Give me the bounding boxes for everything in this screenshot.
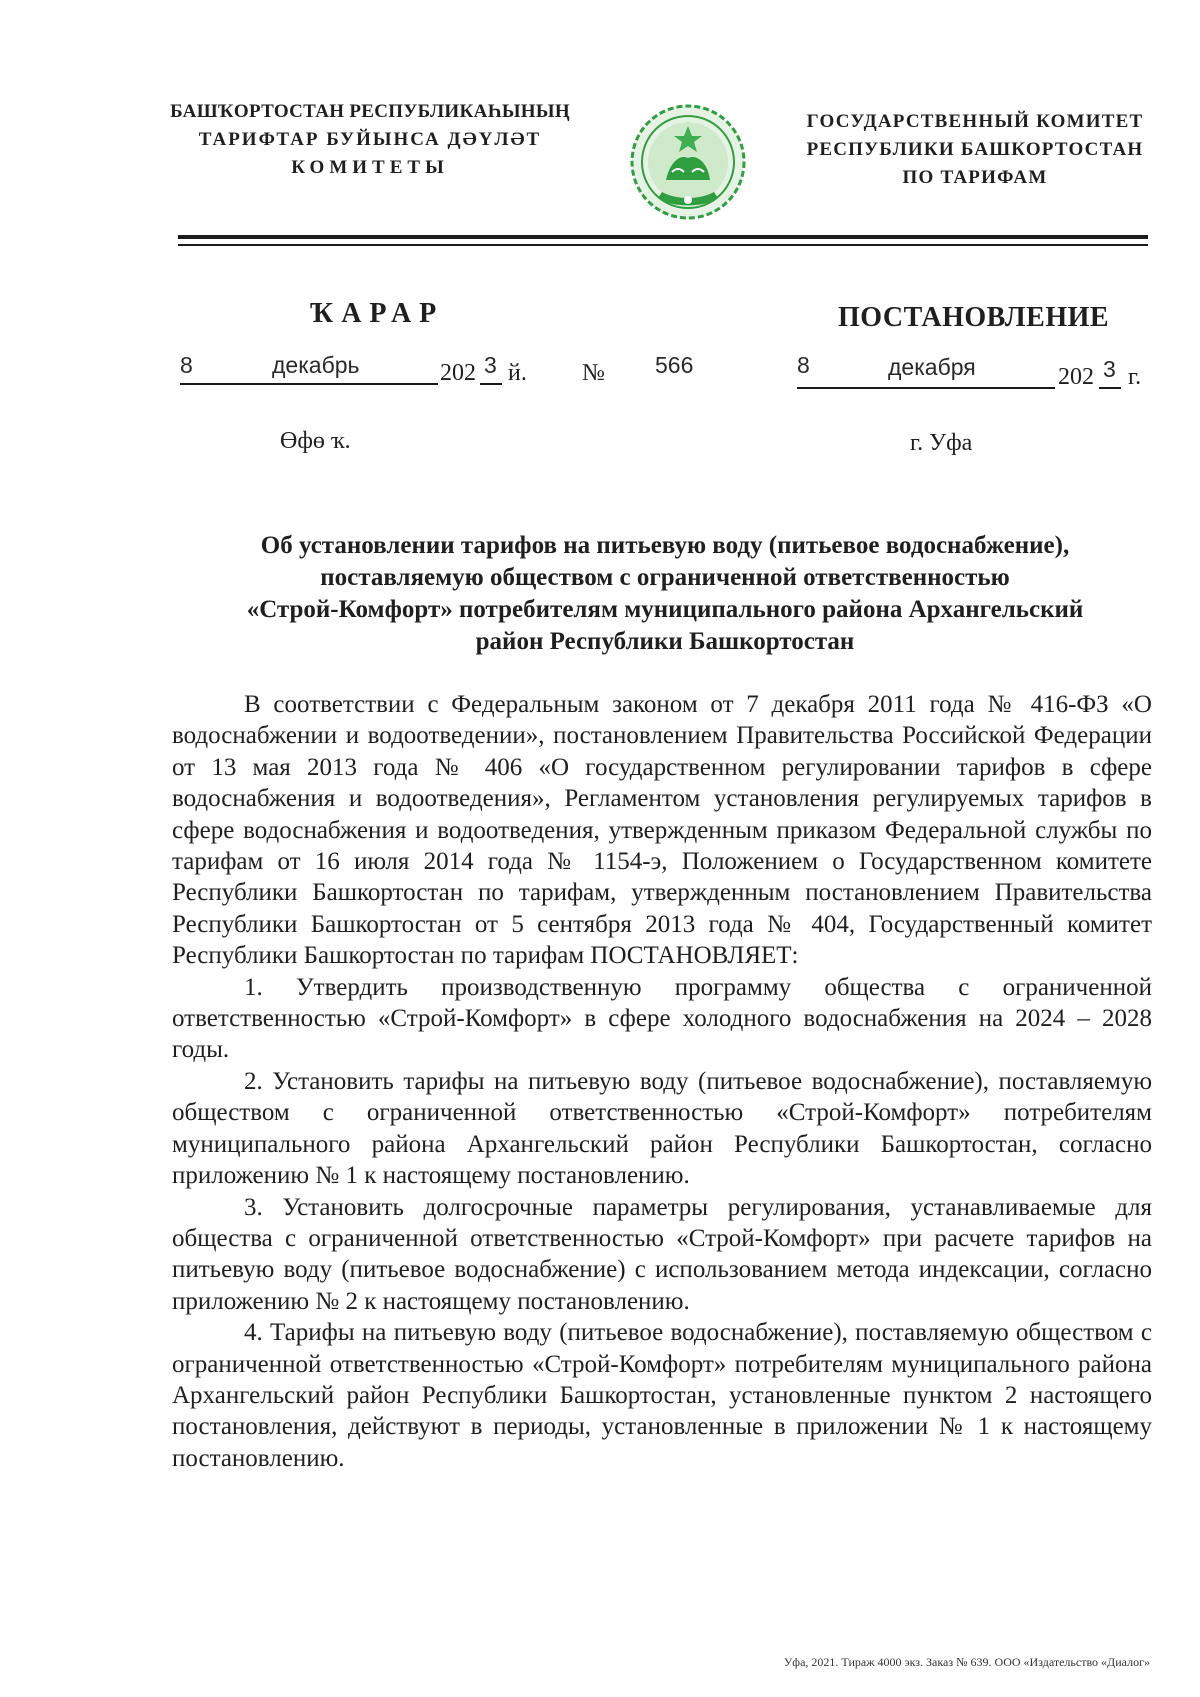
document-title: [170, 530, 1160, 658]
document-title-line3: «Строй-Комфорт» потребителям муниципального района Архангельский: [246, 596, 1084, 623]
date-russian-year-prefix: 202: [1058, 364, 1094, 390]
date-russian-year-digit: 3: [1103, 356, 1116, 382]
date-russian-day: 8: [797, 352, 810, 378]
date-bashkir-month: декабрь: [272, 352, 360, 378]
header-divider-thin: [178, 244, 1148, 246]
print-imprint: Уфа, 2021. Тираж 4000 экз. Заказ № 639. ООО «Издательство «Диалог»: [783, 1655, 1150, 1669]
header-bashkir-line2: ТАРИФТАР БУЙЫНСА ДӘҮЛӘТ: [198, 129, 542, 150]
document-title-line1: Об установлении тарифов на питьевую воду (питьевое водоснабжение),: [260, 532, 1070, 559]
header-russian-line2: РЕСПУБЛИКИ БАШКОРТОСТАН: [806, 139, 1144, 160]
paragraph-1: 1. Утвердить производственную программу общества с ограниченной ответственностью «Строй-Комфорт» в сфере холодного водоснабжения на 2024 – 2028 годы.: [172, 973, 1152, 1064]
document-title-line2: поставляемую обществом с ограниченной ответственностью: [320, 564, 1010, 591]
paragraph-2: 2. Установить тарифы на питьевую воду (питьевое водоснабжение), поставляемую обществом с ограниченной ответственностью «Строй-Комфорт» потребителям муниципального района Архангельский район Республики Башкортостан, согласно приложению № 1 к настоящему постановлению.: [172, 1067, 1152, 1190]
date-russian-month: декабря: [888, 354, 976, 380]
date-bashkir-underline: [180, 383, 438, 385]
date-russian-suffix: г.: [1128, 364, 1142, 390]
document-title-line4: район Республики Башкортостан: [475, 628, 855, 655]
date-bashkir-suffix: й.: [508, 360, 527, 386]
paragraph-3: 3. Установить долгосрочные параметры регулирования, устанавливаемые для общества с ограниченной ответственностью «Строй-Комфорт» при расчете тарифов на питьевую воду (питьевое водоснабжение) с использованием метода индексации, согласно приложению № 2 к настоящему постановлению.: [172, 1193, 1152, 1315]
document-body: [172, 689, 1152, 1474]
paragraph-4: 4. Тарифы на питьевую воду (питьевое водоснабжение), поставляемую обществом с ограниченной ответственностью «Строй-Комфорт» потребителям муниципального района Архангельский район Республики Башкортостан, установленные пунктом 2 настоящего постановления, действуют в периоды, установленные в приложении № 1 к настоящему постановлению.: [172, 1319, 1152, 1472]
doc-type-russian: ПОСТАНОВЛЕНИЕ: [838, 302, 1110, 333]
date-russian-year-underline: [1099, 387, 1121, 389]
paragraph-preamble: В соответствии с Федеральным законом от 7 декабря 2011 года № 416-ФЗ «О водоснабжении и водоотведении», постановлением Правительства Российской Федерации от 13 мая 2013 года № 406 «О государственном регулировании тарифов в сфере водоснабжения и водоотведения», Регламентом установления регулируемых тарифов в сфере водоснабжения и водоотведения, утвержденным приказом Федеральной службы по тарифам от 16 июля 2014 года № 1154-э, Положением о Государственном комитете Республики Башкортостан по тарифам, утвержденным постановлением Правительства Республики Башкортостан от 5 сентября 2013 года № 404, Государственный комитет Республики Башкортостан по тарифам ПОСТАНОВЛЯЕТ:: [172, 691, 1152, 970]
bashkortostan-emblem-icon: [628, 102, 748, 222]
number-label: №: [582, 360, 605, 386]
date-bashkir-day: 8: [180, 352, 193, 378]
header-bashkir-line1: БАШҠОРТОСТАН РЕСПУБЛИКАҺЫНЫҢ: [170, 101, 570, 122]
number-value: 566: [655, 352, 694, 378]
header-divider-thick: [178, 235, 1148, 239]
header-russian-line1: ГОСУДАРСТВЕННЫЙ КОМИТЕТ: [806, 111, 1144, 132]
header-russian: [790, 108, 1160, 192]
doc-type-bashkir: ҠАРАР: [310, 298, 445, 329]
city-bashkir: Өфө ҡ.: [280, 428, 351, 454]
city-russian: г. Уфа: [910, 430, 973, 456]
date-bashkir-year-digit: 3: [484, 352, 497, 378]
date-bashkir-year-underline: [480, 383, 502, 385]
date-russian-underline: [797, 387, 1055, 389]
date-bashkir-year-prefix: 202: [440, 360, 476, 386]
header-bashkir: [160, 98, 580, 182]
header-russian-line3: ПО ТАРИФАМ: [902, 167, 1048, 188]
header-bashkir-line3: КОМИТЕТЫ: [291, 157, 449, 178]
